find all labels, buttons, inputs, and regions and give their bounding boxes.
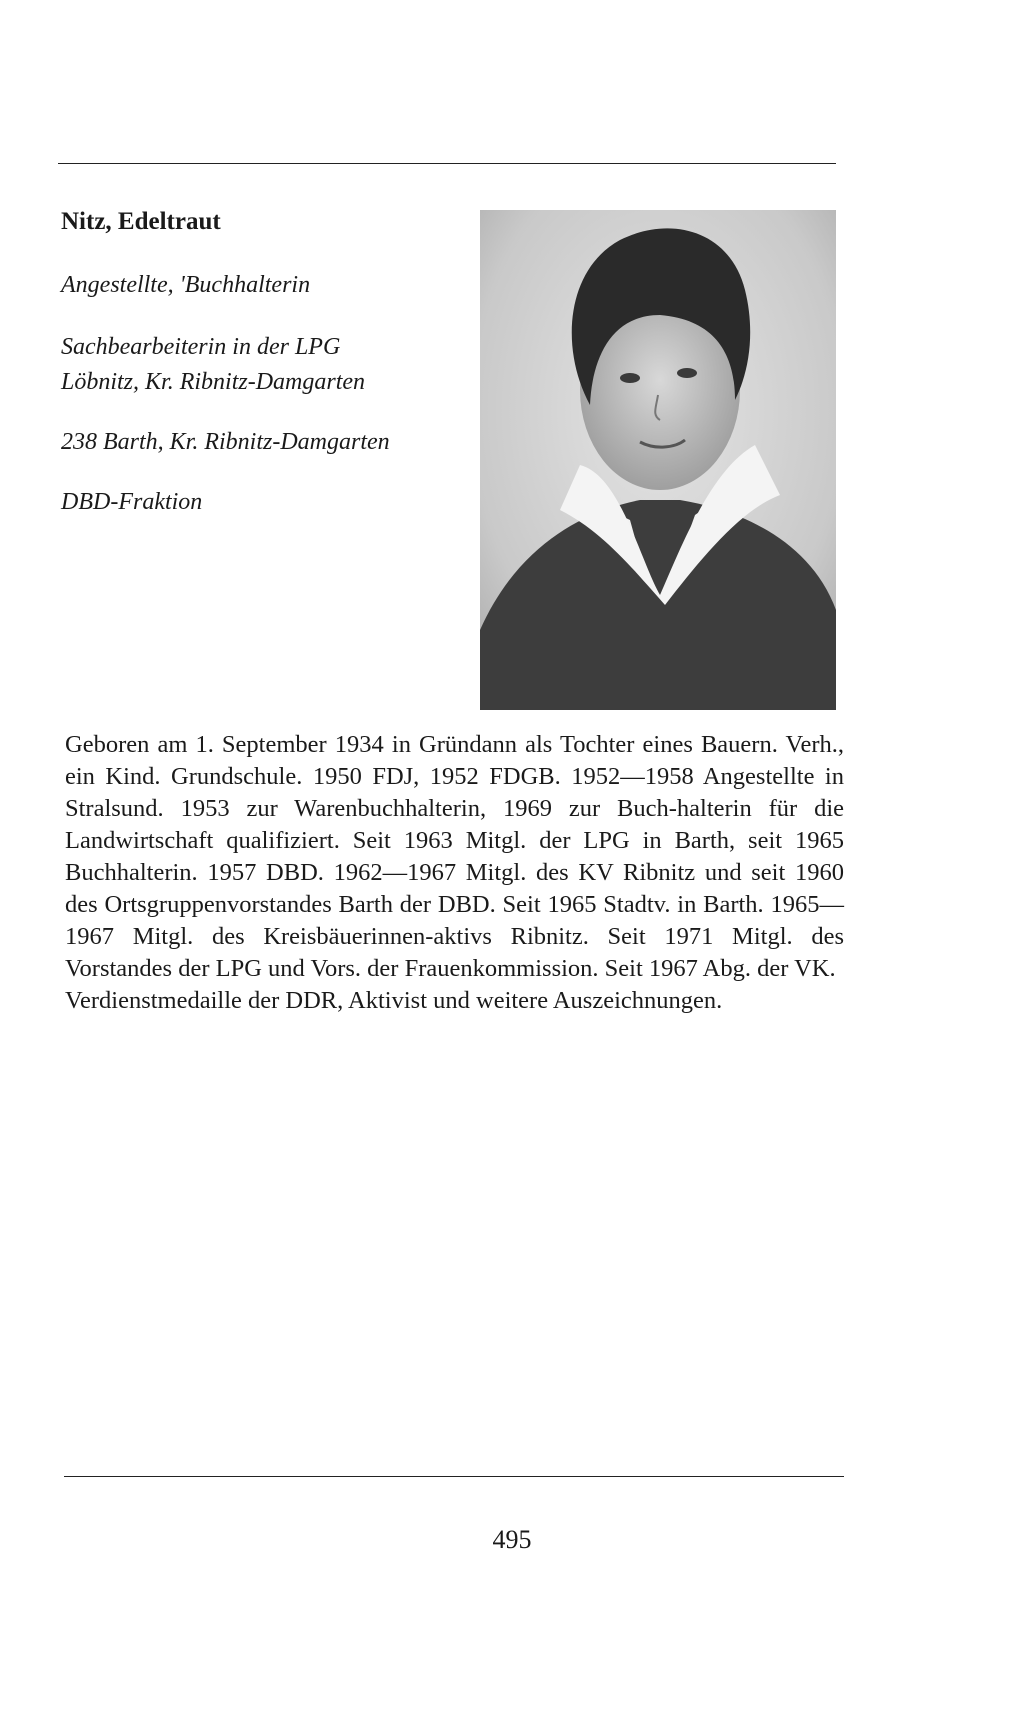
page-number: 495 — [492, 1525, 532, 1554]
bottom-rule — [64, 1476, 844, 1477]
portrait-photo — [480, 210, 836, 710]
top-rule — [58, 163, 836, 164]
faction: DBD-Fraktion — [61, 489, 203, 515]
position-line-1: Sachbearbeiterin in der LPG — [61, 334, 341, 360]
person-name: Nitz, Edeltraut — [61, 208, 221, 235]
address: 238 Barth, Kr. Ribnitz-Damgarten — [61, 429, 390, 455]
occupation: Angestellte, 'Buchhalterin — [61, 272, 311, 298]
biography — [65, 729, 844, 1017]
biography-text: Geboren am 1. September 1934 in Gründann als Tochter eines Bauern. Verh., ein Kind. Grundschule. 1950 FDJ, 1952 FDGB. 1952—1958 Angestellte in Stralsund. 1953 zur Warenbuchhalterin, 1969 zur Buch-halterin für die Landwirtschaft qualifiziert. Seit 1963 Mitgl. der LPG in Barth, seit 1965 Buchhalterin. 1957 DBD. 1962—1967 Mitgl. des KV Ribnitz und seit 1960 des Ortsgruppenvorstandes Barth der DBD. Seit 1965 Stadtv. in Barth. 1965—1967 Mitgl. des Kreisbäuerinnen-aktivs Ribnitz. Seit 1971 Mitgl. des Vorstandes der LPG und Vors. der Frauenkommission. Seit 1967 Abg. der VK. — [65, 731, 844, 982]
position-line-2: Löbnitz, Kr. Ribnitz-Damgarten — [61, 369, 366, 395]
awards-text: Verdienstmedaille der DDR, Aktivist und weitere Auszeichnungen. — [65, 987, 723, 1014]
